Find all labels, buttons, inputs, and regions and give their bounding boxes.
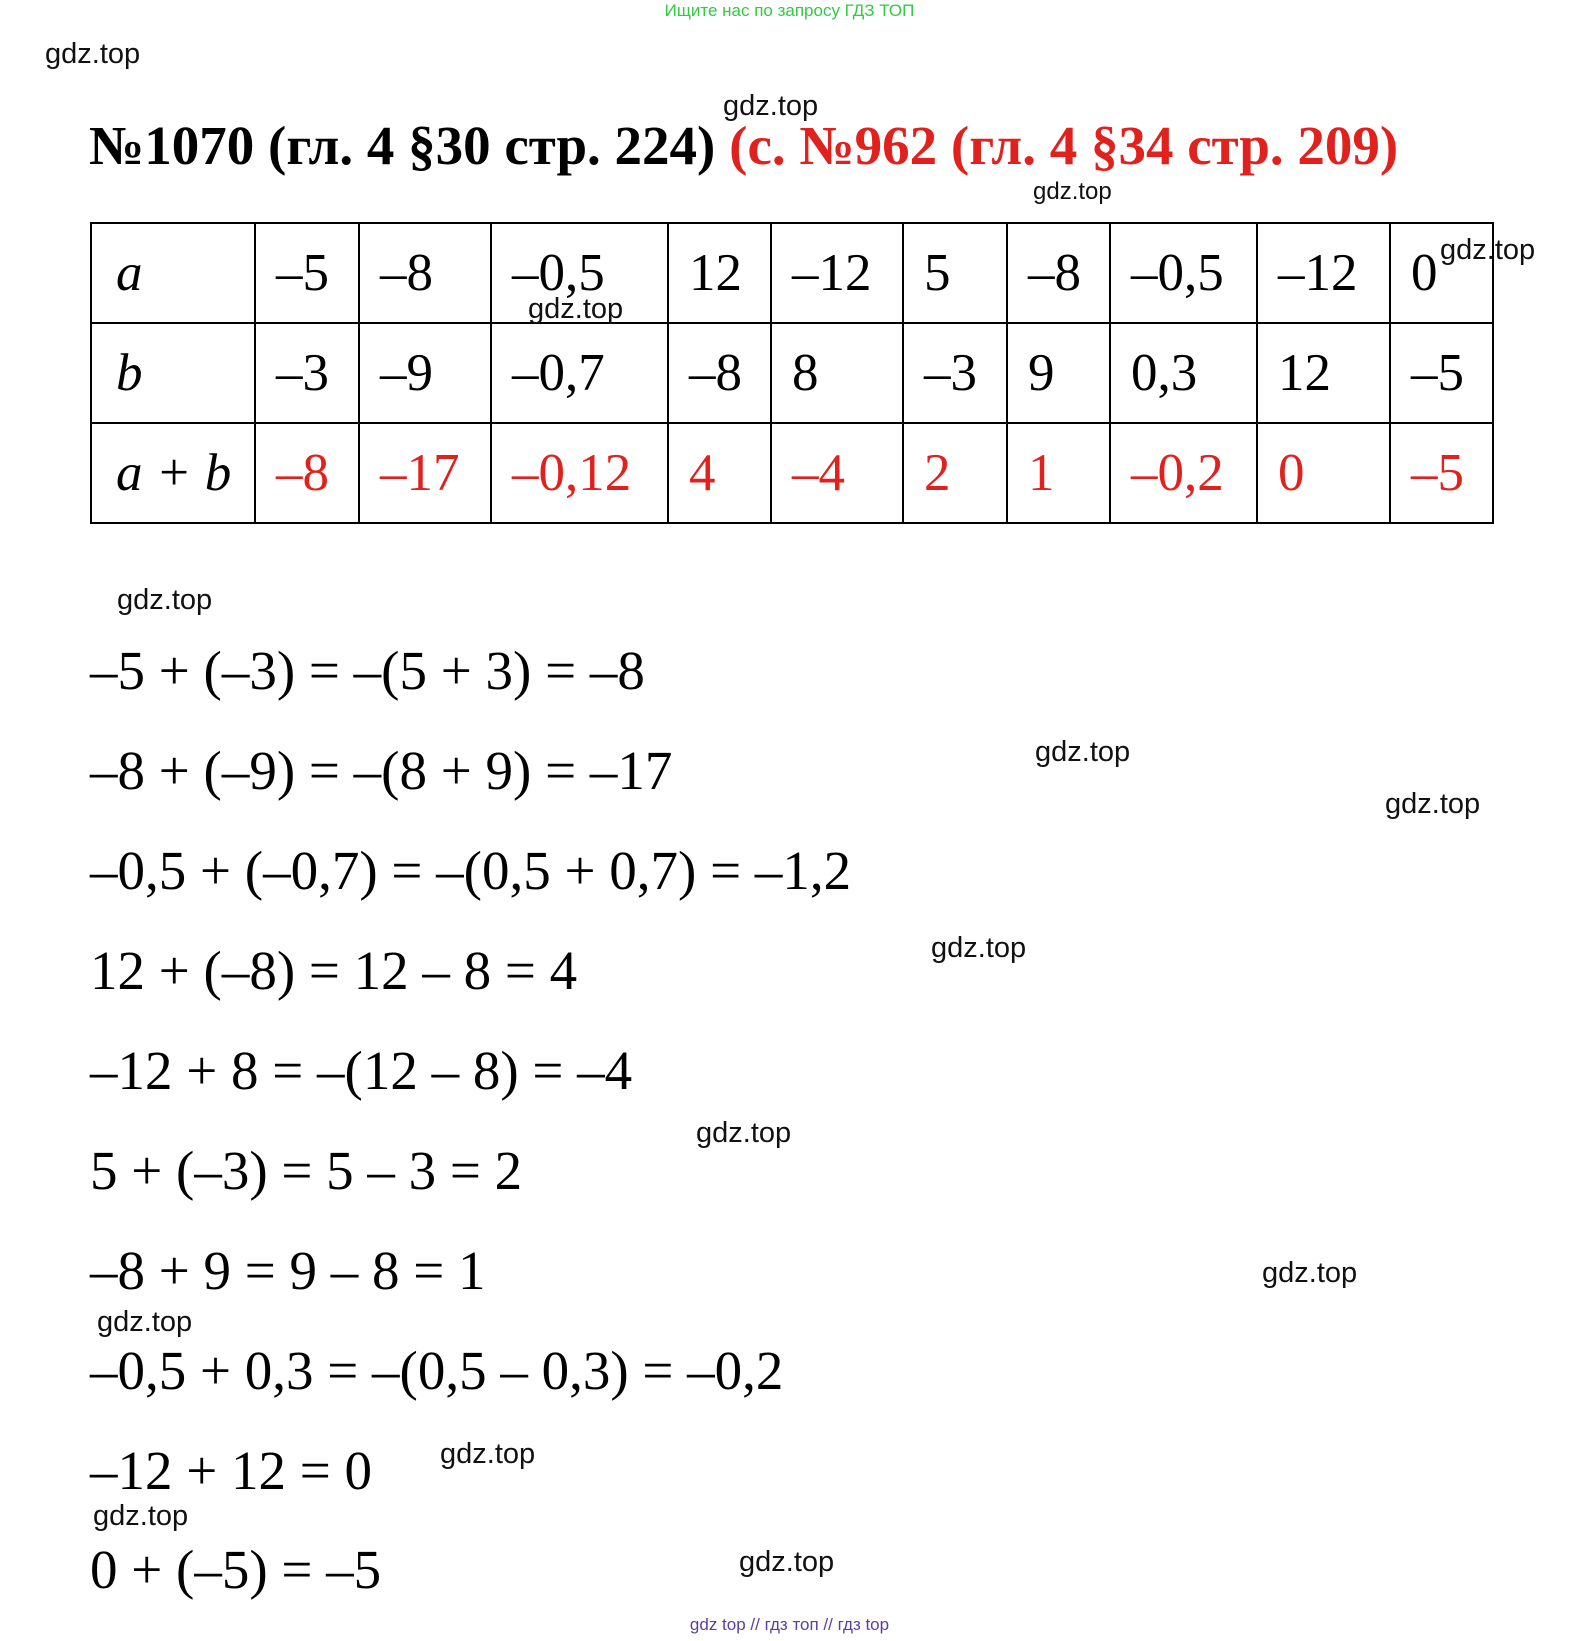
watermark: gdz.top xyxy=(117,584,213,616)
watermark: gdz.top xyxy=(1262,1257,1358,1289)
equation-line: –0,5 + (–0,7) = –(0,5 + 0,7) = –1,2 xyxy=(90,840,852,901)
equation-line: –12 + 8 = –(12 – 8) = –4 xyxy=(90,1040,633,1101)
watermark: gdz.top xyxy=(739,1546,835,1578)
table-cell: 0 xyxy=(1390,223,1493,323)
row-label-b: b xyxy=(91,323,255,423)
watermark: gdz.top xyxy=(1035,736,1131,768)
table-cell: –12 xyxy=(771,223,903,323)
table-row-sum xyxy=(91,423,1493,523)
watermark: gdz.top xyxy=(696,1117,792,1149)
table-cell: 12 xyxy=(668,223,771,323)
watermark: gdz.top xyxy=(723,90,819,122)
footer-links[interactable]: gdz top // гдз топ // гдз top xyxy=(689,1615,890,1634)
table-cell: –5 xyxy=(1390,323,1493,423)
equation-line: –8 + (–9) = –(8 + 9) = –17 xyxy=(90,740,673,801)
table-cell: –8 xyxy=(1007,223,1110,323)
title-alt: (с. №962 (гл. 4 §34 стр. 209) xyxy=(729,115,1399,176)
table-cell: –0,7 xyxy=(491,323,668,423)
watermark: gdz.top xyxy=(1033,178,1112,205)
equation-line: –0,5 + 0,3 = –(0,5 – 0,3) = –0,2 xyxy=(90,1340,784,1401)
table-cell: –0,2 xyxy=(1110,423,1257,523)
table-cell: 5 xyxy=(903,223,1007,323)
watermark: gdz.top xyxy=(45,38,141,70)
watermark: gdz.top xyxy=(931,932,1027,964)
table-cell: 0,3 xyxy=(1110,323,1257,423)
table-cell: –17 xyxy=(359,423,491,523)
table-cell: –9 xyxy=(359,323,491,423)
table-cell: –8 xyxy=(255,423,359,523)
watermark: gdz.top xyxy=(93,1500,189,1532)
equation-line: –5 + (–3) = –(5 + 3) = –8 xyxy=(90,640,645,701)
equation-line: 12 + (–8) = 12 – 8 = 4 xyxy=(90,940,578,1001)
watermark: gdz.top xyxy=(1440,234,1536,266)
table-cell: 0 xyxy=(1257,423,1390,523)
sum-table xyxy=(90,222,1494,524)
equation-line: 5 + (–3) = 5 – 3 = 2 xyxy=(90,1140,523,1201)
equation-line: 0 + (–5) = –5 xyxy=(90,1539,382,1600)
watermark: gdz.top xyxy=(1385,788,1481,820)
table-cell: –5 xyxy=(255,223,359,323)
table-cell: 12 xyxy=(1257,323,1390,423)
watermark: gdz.top xyxy=(528,293,624,325)
table-cell: 1 xyxy=(1007,423,1110,523)
table-cell: –0,5 xyxy=(1110,223,1257,323)
table-cell: –8 xyxy=(668,323,771,423)
watermark: gdz.top xyxy=(97,1306,193,1338)
table-row-b xyxy=(91,323,1493,423)
equation-line: –8 + 9 = 9 – 8 = 1 xyxy=(90,1240,486,1301)
table-cell: 2 xyxy=(903,423,1007,523)
table-cell: –8 xyxy=(359,223,491,323)
table-cell: –3 xyxy=(255,323,359,423)
top-banner[interactable]: Ищите нас по запросу ГДЗ ТОП xyxy=(664,1,915,20)
table-cell: –0,5 xyxy=(491,223,668,323)
page-title xyxy=(89,115,1399,176)
title-main: №1070 (гл. 4 §30 стр. 224) xyxy=(89,115,716,176)
row-label-sum: a + b xyxy=(91,423,255,523)
table-cell: –12 xyxy=(1257,223,1390,323)
table-cell: –4 xyxy=(771,423,903,523)
watermark: gdz.top xyxy=(440,1438,536,1470)
table-row-a xyxy=(91,223,1493,323)
row-label-a: a xyxy=(91,223,255,323)
table-cell: 8 xyxy=(771,323,903,423)
table-cell: –5 xyxy=(1390,423,1493,523)
equation-line: –12 + 12 = 0 xyxy=(90,1440,373,1501)
table-cell: –3 xyxy=(903,323,1007,423)
table-cell: 4 xyxy=(668,423,771,523)
table-cell: –0,12 xyxy=(491,423,668,523)
table-cell: 9 xyxy=(1007,323,1110,423)
